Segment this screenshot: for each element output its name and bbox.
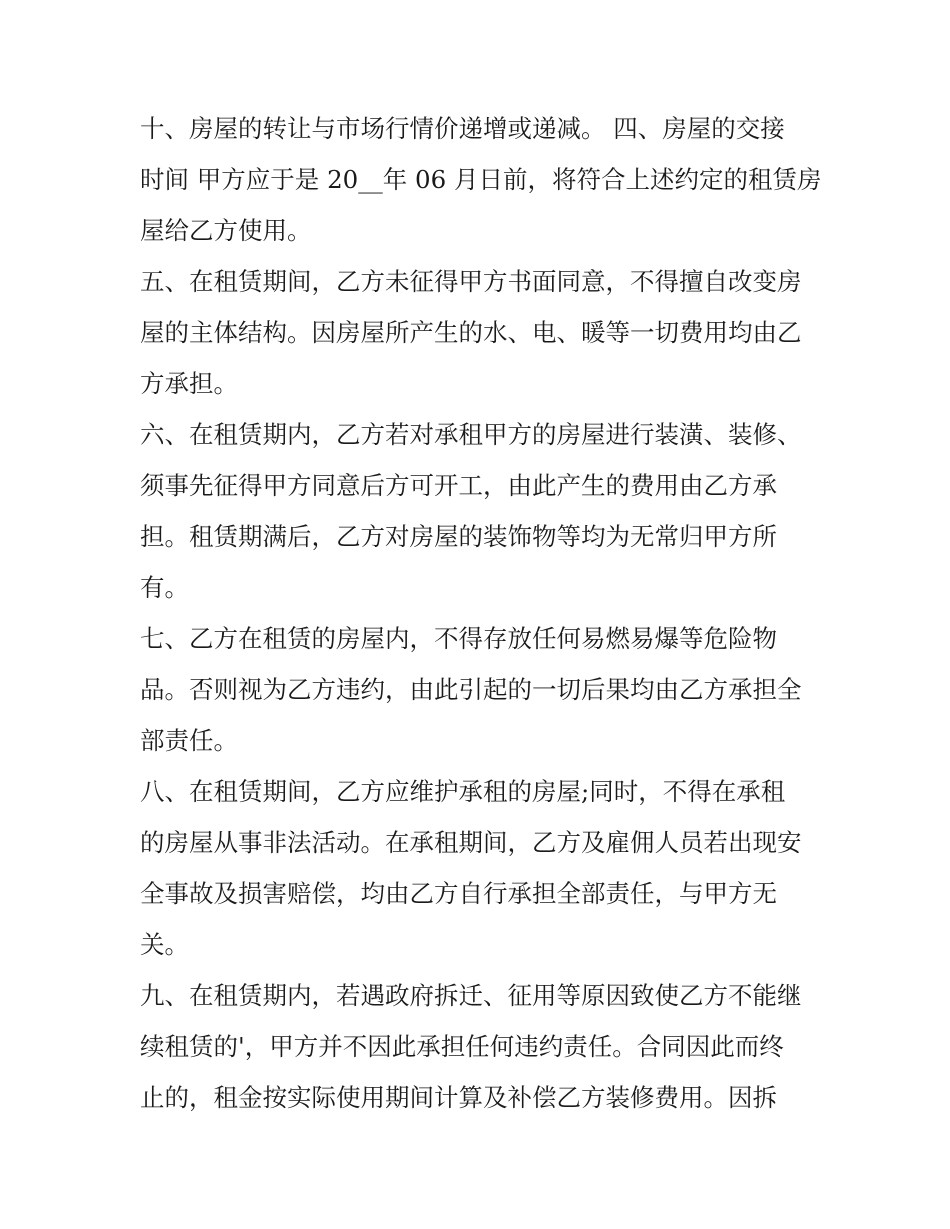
text-line: 须事先征得甲方同意后方可开工，由此产生的费用由乙方承 <box>140 471 777 500</box>
text-line: 六、在租赁期内，乙方若对承租甲方的房屋进行装潢、装修、 <box>140 420 802 449</box>
text-line: 有。 <box>140 573 189 602</box>
text-line: 屋的主体结构。因房屋所产生的水、电、暖等一切费用均由乙 <box>140 318 802 347</box>
text-line: 方承担。 <box>140 369 238 398</box>
text-line: 十、房屋的转让与市场行情价递增或递减。 四、房屋的交接 <box>140 114 785 143</box>
text-line: 关。 <box>140 930 189 959</box>
text-line: 续租赁的'，甲方并不因此承担任何违约责任。合同因此而终 <box>140 1032 784 1061</box>
text-line: 的房屋从事非法活动。在承租期间，乙方及雇佣人员若出现安 <box>140 828 802 857</box>
text-line: 止的，租金按实际使用期间计算及补偿乙方装修费用。因拆 <box>140 1083 777 1112</box>
text-line: 品。否则视为乙方违约，由此引起的一切后果均由乙方承担全 <box>140 675 802 704</box>
text-line: 屋给乙方使用。 <box>140 216 312 245</box>
text-line: 担。租赁期满后，乙方对房屋的装饰物等均为无常归甲方所 <box>140 522 777 551</box>
text-line: 九、在租赁期内，若遇政府拆迁、征用等原因致使乙方不能继 <box>140 981 802 1010</box>
text-line: 全事故及损害赔偿，均由乙方自行承担全部责任，与甲方无 <box>140 879 777 908</box>
text-line: 七、乙方在租赁的房屋内，不得存放任何易燃易爆等危险物 <box>140 624 777 653</box>
text-line: 五、在租赁期间，乙方未征得甲方书面同意，不得擅自改变房 <box>140 267 802 296</box>
document-body <box>140 103 820 1123</box>
text-line: 时间 甲方应于是 20__年 06 月日前，将符合上述约定的租赁房 <box>140 165 822 194</box>
text-line: 部责任。 <box>140 726 238 755</box>
text-line: 八、在租赁期间，乙方应维护承租的房屋;同时，不得在承租 <box>140 777 786 806</box>
